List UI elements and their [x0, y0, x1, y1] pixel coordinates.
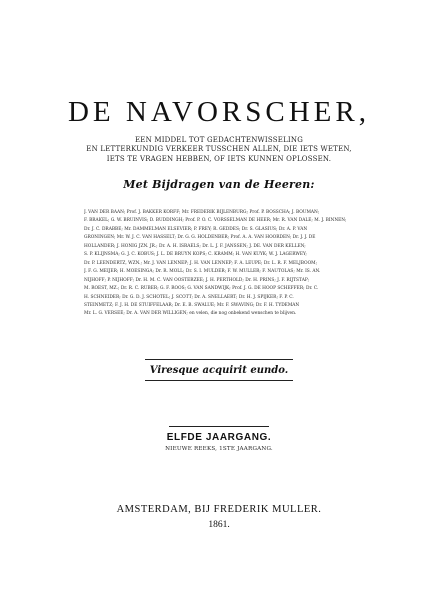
- contributors-list: [84, 209, 364, 319]
- volume-label: ELFDE JAARGANG.: [166, 432, 272, 443]
- motto: Viresque acquirit eundo.: [149, 365, 289, 376]
- subtitle-line: IETS TE VRAGEN HEBBEN, OF IETS KUNNEN OPLOSSEN.: [106, 154, 332, 163]
- subtitle-line: EEN MIDDEL TOT GEDACHTENWISSELING: [134, 136, 303, 144]
- contributors-heading: Met Bijdragen van de Heeren:: [123, 178, 315, 191]
- contributors-line: Dr. J. C. DRABBE; Mr. DAMMELMAN ELSEVIER; P. FREY; R. GEDDES; Dr. S. GLASIUS; Dr. A. P. VAN: [84, 226, 308, 232]
- subtitle-line: EN LETTERKUNDIG VERKEER TUSSCHEN ALLEN, DIE IETS WETEN,: [86, 145, 352, 154]
- journal-title: DE NAVORSCHER,: [67, 96, 370, 128]
- contributors-line: STEINMETZ; F. J. H. DE STUIFFELAAR; Dr. E. B. SWALUË; Mr. F. SWAVING; Dr. F. H. TYDEMAN: [84, 302, 300, 308]
- contributors-line: GRONINGEN; Mr. W. J. C. VAN HASSELT; Dr. G. G. HOLDENBER; Prof. A. A. VAN HOORDEN; Dr. J. J. DE: [84, 235, 316, 241]
- contributors-line: F. BRAKEL; G. W. BRUINVIS; D. BUDDINGH; Prof. P. O. C. VORSSELMAN DE HEER; Mr. R. VAN DALE; M. J. BINNEN;: [84, 218, 347, 224]
- motto-rule-top: [145, 359, 293, 360]
- contributors-line: Dr. P. LEENDERTZ, WZN.; Mr. J. VAN LENNEP; J. H. VAN LENNEP; F. A. LEUPE; Dr. L. R. F. MELJBOOM;: [84, 260, 318, 266]
- volume-rule: [169, 426, 269, 427]
- subtitle-block: [60, 136, 378, 164]
- contributors-line: HOLLANDER; J. HONIG JZN. JR.; Dr. A. H. ISRAELS; Dr. L. J. F. JANSSEN; J. DE. VAN DER KELLEN;: [84, 243, 306, 249]
- publication-year: 1861.: [208, 520, 230, 530]
- contributors-line: Mr. L. G. VERSEÉ; Dr. A. VAN DER WILLIGEN; en velen, die nog onbekend wenschen te blijven.: [84, 311, 297, 317]
- contributors-line: J. VAN DER BAAN; Prof. J. BAKKER KORFF; Mr. FREDERIK BIJLENBURG; Prof. P. BOSSCHA; J. BOUMAN;: [84, 210, 320, 215]
- motto-rule-bottom: [145, 380, 293, 381]
- series-label: NIEUWE REEKS, 1STE JAARGANG.: [165, 446, 273, 452]
- contributors-line: J. F. G. MEIJER; H. MOESINGA; Dr. R. MOLL; Dr. S. I. MULDER; F. W. MULLER; F. NAUTOLAS; Mr. IS. AN.: [84, 269, 321, 275]
- contributors-line: S. P. KLIJNSMA; G. J. C. KOBUS; J. L. DE BRUYN KOPS; C. KRAMM; H. VAN KUYK; W. J. LAGERWEY;: [84, 252, 307, 258]
- contributors-line: NIJHOFF; P. NIJHOFF; Dr. H. M. C. VAN OOSTERZEE; J. H. PERTHOLD; Dr. H. PRINS; J. F. RIJTSTAP;: [84, 277, 310, 283]
- contributors-line: H. SCHNEIDER; Dr. G. D. J. SCHOTEL; J. SCOTT; Dr. A. SNELLAERT; Dr. H. J. SPIJKER; F. P. C.: [84, 294, 294, 300]
- publisher-imprint: AMSTERDAM, BIJ FREDERIK MULLER.: [116, 504, 322, 515]
- contributors-line: M. ROEST, MZ.; Dr. R. C. RÜBER; G. F. ROOS; G. VAN SANDWIJK; Prof. J. G. DE HOOP SCHEFFER; Dr. C.: [84, 286, 319, 292]
